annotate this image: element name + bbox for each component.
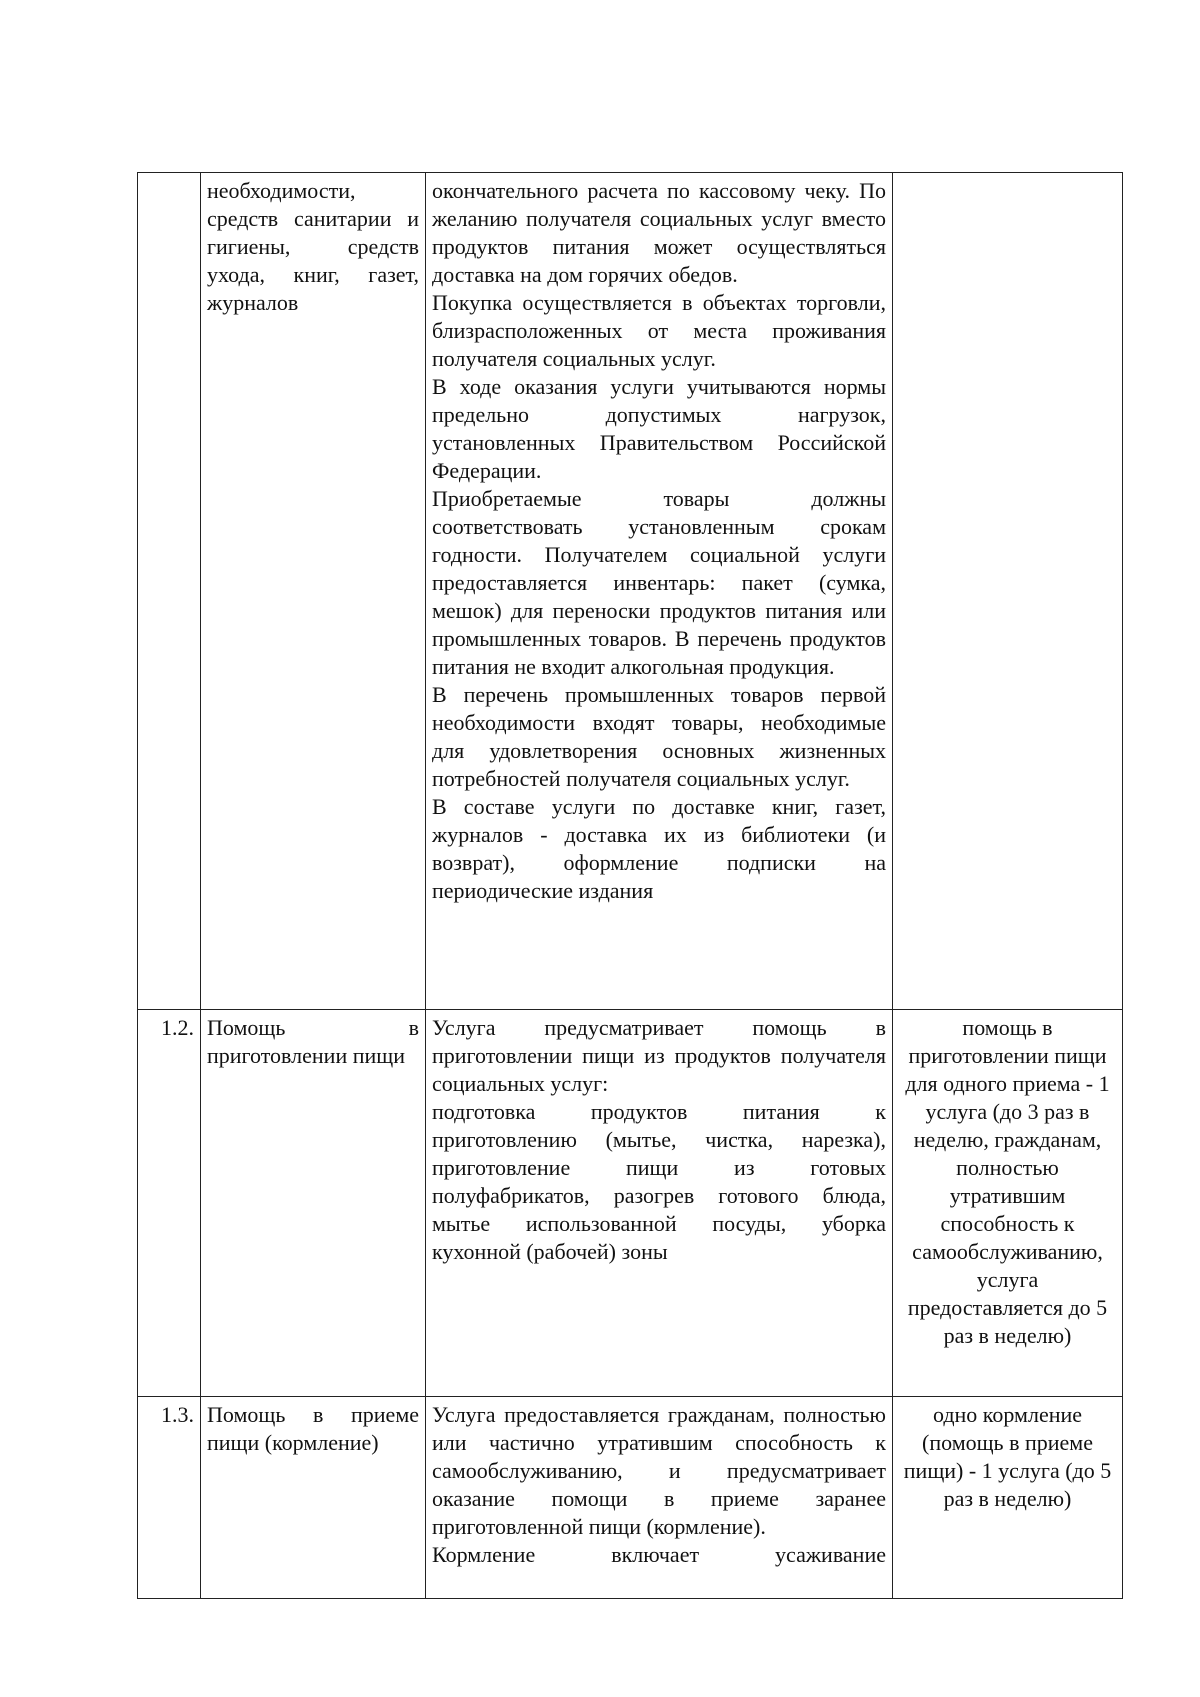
service-description — [426, 173, 893, 1010]
table-row — [138, 173, 1123, 1010]
service-norm: помощь в приготовлении пищи для одного приема - 1 услуга (до 3 раз в неделю, гражданам, полностью утратившим способность к самообслуживанию, услуга предоставляется до 5 раз в неделю) — [893, 1010, 1123, 1397]
row-number: 1.3. — [138, 1397, 201, 1599]
description-paragraph: В перечень промышленных товаров первой необходимости входят товары, необходимые для удовлетворения основных жизненных потребностей получателя социальных услуг. — [432, 682, 886, 791]
description-paragraph: Услуга предусматривает помощь в приготовлении пищи из продуктов получателя социальных услуг: — [432, 1015, 886, 1096]
description-paragraph: окончательного расчета по кассовому чеку. По желанию получателя социальных услуг вместо продуктов питания может осуществляться доставка на дом горячих обедов. — [432, 178, 886, 287]
table-row — [138, 1397, 1123, 1599]
description-paragraph: Услуга предоставляется гражданам, полностью или частично утратившим способность к самообслуживанию, и предусматривает оказание помощи в приеме заранее приготовленной пищи (кормление). — [432, 1402, 886, 1539]
row-number — [138, 173, 201, 1010]
description-paragraph: В ходе оказания услуги учитываются нормы предельно допустимых нагрузок, установленных Правительством Российской Федерации. — [432, 374, 886, 483]
row-number: 1.2. — [138, 1010, 201, 1397]
service-name: Помощь в приеме пищи (кормление) — [201, 1397, 426, 1599]
service-norm: одно кормление (помощь в приеме пищи) - 1 услуга (до 5 раз в неделю) — [893, 1397, 1123, 1599]
table-row — [138, 1010, 1123, 1397]
description-paragraph: подготовка продуктов питания к приготовлению (мытье, чистка, нарезка), приготовление пищи из готовых полуфабрикатов, разогрев готового блюда, мытье использованной посуды, уборка кухонной (рабочей) зоны — [432, 1099, 886, 1264]
service-description — [426, 1010, 893, 1397]
description-paragraph: Кормление включает усаживание — [432, 1542, 886, 1567]
service-name: необходимости, средств санитарии и гигиены, средств ухода, книг, газет, журналов — [201, 173, 426, 1010]
services-table — [137, 172, 1123, 1599]
description-paragraph: Приобретаемые товары должны соответствовать установленным срокам годности. Получателем социальной услуги предоставляется инвентарь: пакет (сумка, мешок) для переноски продуктов питания или промышленных товаров. В перечень продуктов питания не входит алкогольная продукция. — [432, 486, 886, 679]
service-description — [426, 1397, 893, 1599]
description-paragraph: В составе услуги по доставке книг, газет, журналов - доставка их из библиотеки (и возврат), оформление подписки на периодические издания — [432, 794, 886, 903]
description-paragraph: Покупка осуществляется в объектах торговли, близрасположенных от места проживания получателя социальных услуг. — [432, 290, 886, 371]
service-norm — [893, 173, 1123, 1010]
service-name: Помощь в приготовлении пищи — [201, 1010, 426, 1397]
